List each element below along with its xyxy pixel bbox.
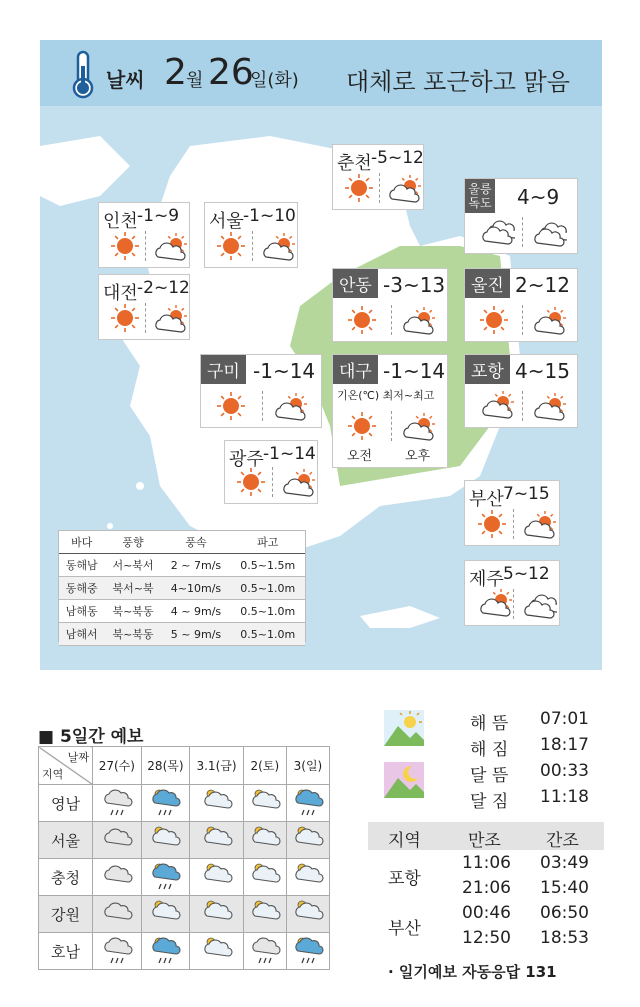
sunrise-label: 해 뜸 <box>470 714 509 734</box>
forecast-date: 3(일) <box>286 747 329 785</box>
divider <box>262 391 263 421</box>
cloud-icon <box>93 896 142 933</box>
city-name: 구미 <box>201 355 246 384</box>
legend-pm-label: 오후 <box>405 449 431 464</box>
forecast-row <box>39 785 330 822</box>
legend-temp-label: 기온(℃) 최저~최고 <box>337 389 435 402</box>
forecast-date: 27(수) <box>93 747 142 785</box>
sunset-time: 18:17 <box>540 735 589 755</box>
divider <box>513 589 514 619</box>
cloud-sun-icon <box>190 785 244 822</box>
partly-cloudy-icon <box>280 469 316 503</box>
sea-cell: 5 ~ 9m/s <box>162 623 231 646</box>
partly-cloudy-icon <box>152 305 188 339</box>
city-temp: 7~15 <box>503 484 550 504</box>
tide-header-region: 지역 <box>388 831 421 851</box>
city-name: 포항 <box>465 355 510 384</box>
divider <box>522 305 523 335</box>
forecast-table <box>38 746 330 970</box>
divider <box>252 231 253 261</box>
divider <box>145 303 146 333</box>
sea-cell: 0.5~1.0m <box>230 623 305 646</box>
sea-header-wind-dir: 풍향 <box>104 531 161 554</box>
sea-cell: 남해서 <box>59 623 104 646</box>
forecast-date: 28(목) <box>141 747 190 785</box>
sea-header-wind-speed: 풍속 <box>162 531 231 554</box>
sunny-icon <box>347 305 377 339</box>
city-box <box>332 144 424 210</box>
tide-high: 11:06 <box>462 853 511 873</box>
sunrise-time: 07:01 <box>540 709 589 729</box>
city-temp: -1~10 <box>243 206 296 226</box>
divider <box>522 217 523 247</box>
cloud-sun-icon <box>243 822 286 859</box>
tide-header-low: 간조 <box>546 831 579 851</box>
city-box <box>98 202 190 268</box>
tide-region: 포항 <box>388 869 421 889</box>
sea-cell: 서~북서 <box>104 554 161 577</box>
tide-low: 06:50 <box>540 903 589 923</box>
city-temp: -1~14 <box>383 359 446 383</box>
partly-cloudy-icon <box>477 589 513 623</box>
city-temp: -1~9 <box>137 206 180 226</box>
forecast-row <box>39 933 330 970</box>
city-temp: -1~14 <box>253 359 316 383</box>
sunny-icon <box>110 231 140 265</box>
city-name: 서울 <box>209 211 244 232</box>
sea-header-area: 바다 <box>59 531 104 554</box>
tide-high: 21:06 <box>462 878 511 898</box>
cloud-sun-rain-icon <box>141 785 190 822</box>
cloud-sun-rain-icon <box>286 933 329 970</box>
city-name: 인천 <box>103 211 138 232</box>
sea-header-wave: 파고 <box>230 531 305 554</box>
tide-low: 18:53 <box>540 928 589 948</box>
city-box <box>332 268 448 342</box>
cloud-sun-rain-icon <box>286 785 329 822</box>
sunrise-icon <box>384 710 424 746</box>
forecast-region: 충청 <box>39 859 93 896</box>
city-box <box>464 480 560 546</box>
moonrise-time: 00:33 <box>540 761 589 781</box>
forecast-row <box>39 859 330 896</box>
sunny-icon <box>479 305 509 339</box>
city-box <box>464 178 578 254</box>
city-box <box>464 268 578 342</box>
sea-cell: 0.5~1.0m <box>230 577 305 600</box>
city-temp: 5~12 <box>503 564 550 584</box>
forecast-date: 3.1(금) <box>190 747 244 785</box>
sea-cell: 남해동 <box>59 600 104 623</box>
city-temp: -5~12 <box>371 148 424 168</box>
city-box <box>464 560 560 626</box>
sunny-icon <box>347 411 377 445</box>
partly-cloudy-icon <box>272 393 308 427</box>
partly-cloudy-icon <box>260 233 296 267</box>
cloud-sun-icon <box>243 859 286 896</box>
city-name: 제주 <box>469 569 504 590</box>
divider <box>522 391 523 421</box>
cloud-sun-icon <box>190 859 244 896</box>
city-temp: -1~14 <box>263 444 316 464</box>
sea-row <box>59 577 305 600</box>
corner-region-label: 지역 <box>42 768 64 781</box>
cloud-sun-icon <box>286 822 329 859</box>
tide-low: 03:49 <box>540 853 589 873</box>
sea-row <box>59 600 305 623</box>
city-name: 울릉 독도 <box>465 179 495 213</box>
partly-cloudy-icon <box>152 233 188 267</box>
cloud-sun-icon <box>141 822 190 859</box>
moonset-time: 11:18 <box>540 787 589 807</box>
forecast-region: 호남 <box>39 933 93 970</box>
sea-cell: 동해남 <box>59 554 104 577</box>
forecast-title: ■ 5일간 예보 <box>38 727 144 747</box>
sunny-icon <box>216 391 246 425</box>
cloud-rain-icon <box>93 933 142 970</box>
sunset-label: 해 짐 <box>470 740 509 760</box>
header-bar <box>40 40 602 106</box>
city-temp: -2~12 <box>137 278 190 298</box>
cloudy-icon <box>531 219 567 253</box>
divider <box>513 509 514 539</box>
forecast-row <box>39 896 330 933</box>
tide-region: 부산 <box>388 919 421 939</box>
city-box <box>204 202 298 268</box>
city-name: 춘천 <box>337 153 372 174</box>
sea-cell: 4~10m/s <box>162 577 231 600</box>
cloud-sun-icon <box>243 896 286 933</box>
divider <box>379 173 380 203</box>
partly-cloudy-icon <box>386 175 422 209</box>
sea-cell: 동해중 <box>59 577 104 600</box>
sea-row <box>59 623 305 646</box>
moonrise-icon <box>384 762 424 798</box>
partly-cloudy-icon <box>400 307 436 341</box>
divider <box>391 305 392 335</box>
forecast-region: 영남 <box>39 785 93 822</box>
sea-cell: 0.5~1.5m <box>230 554 305 577</box>
forecast-date: 2(토) <box>243 747 286 785</box>
cloud-sun-rain-icon <box>141 859 190 896</box>
footer-note: · 일기예보 자동응답 131 <box>388 963 557 981</box>
sunny-icon <box>110 303 140 337</box>
city-temp: 4~15 <box>515 359 570 383</box>
cloud-sun-icon <box>190 822 244 859</box>
sea-cell: 북서~북 <box>104 577 161 600</box>
partly-cloudy-icon <box>400 413 436 447</box>
city-temp: 2~12 <box>515 273 570 297</box>
cloudy-icon <box>521 591 557 625</box>
tide-high: 00:46 <box>462 903 511 923</box>
cloudy-icon <box>479 217 515 251</box>
header-summary: 대체로 포근하고 맑음 <box>346 68 570 96</box>
sunny-icon <box>236 467 266 501</box>
header-title: 날씨 <box>106 68 145 92</box>
partly-cloudy-icon <box>521 511 557 545</box>
forecast-region: 서울 <box>39 822 93 859</box>
cloud-sun-icon <box>190 896 244 933</box>
forecast-corner <box>39 747 93 785</box>
sunny-icon <box>344 173 374 207</box>
header-month-unit: 월 <box>186 70 204 91</box>
weather-map-panel <box>40 40 602 670</box>
city-name: 안동 <box>333 269 378 298</box>
sunny-icon <box>216 231 246 265</box>
cloud-sun-icon <box>286 859 329 896</box>
corner-date-label: 날짜 <box>67 751 89 764</box>
sea-table <box>58 530 306 642</box>
city-box <box>332 354 448 468</box>
sunny-icon <box>477 509 507 543</box>
sea-cell: 북~북동 <box>104 623 161 646</box>
cloud-sun-icon <box>286 896 329 933</box>
moonset-label: 달 짐 <box>470 792 509 812</box>
sea-cell: 2 ~ 7m/s <box>162 554 231 577</box>
partly-cloudy-icon <box>479 391 515 425</box>
partly-cloudy-icon <box>531 307 567 341</box>
city-name: 울진 <box>465 269 510 298</box>
sea-cell: 북~북동 <box>104 600 161 623</box>
tide-header-high: 만조 <box>468 831 501 851</box>
divider <box>272 467 273 497</box>
tide-header <box>368 822 604 850</box>
cloud-sun-icon <box>141 896 190 933</box>
cloud-rain-icon <box>243 933 286 970</box>
forecast-row <box>39 822 330 859</box>
cloud-icon <box>93 822 142 859</box>
tide-high: 12:50 <box>462 928 511 948</box>
header-day-unit: 일(화) <box>250 70 299 91</box>
legend-am-label: 오전 <box>347 449 373 464</box>
city-temp: -3~13 <box>383 273 446 297</box>
divider <box>145 231 146 261</box>
city-box <box>224 440 318 504</box>
city-temp: 4~9 <box>517 185 560 209</box>
sea-cell: 4 ~ 9m/s <box>162 600 231 623</box>
moonrise-label: 달 뜸 <box>470 766 509 786</box>
divider <box>391 411 392 441</box>
cloud-sun-rain-icon <box>141 933 190 970</box>
cloud-icon <box>93 859 142 896</box>
header-day: 26 <box>208 52 254 93</box>
header-month: 2 <box>164 52 187 93</box>
cloud-sun-icon <box>243 785 286 822</box>
city-box <box>200 354 322 428</box>
city-box <box>464 354 578 428</box>
thermometer-icon <box>70 50 96 100</box>
partly-cloudy-icon <box>531 393 567 427</box>
sea-cell: 0.5~1.0m <box>230 600 305 623</box>
sea-row <box>59 554 305 577</box>
city-name: 부산 <box>469 489 504 510</box>
city-name: 대구 <box>333 355 378 384</box>
tide-low: 15:40 <box>540 878 589 898</box>
forecast-region: 강원 <box>39 896 93 933</box>
cloud-sun-icon <box>190 933 244 970</box>
city-box <box>98 274 190 340</box>
city-name: 대전 <box>103 283 138 304</box>
city-name: 광주 <box>229 449 264 470</box>
cloud-rain-icon <box>93 785 142 822</box>
